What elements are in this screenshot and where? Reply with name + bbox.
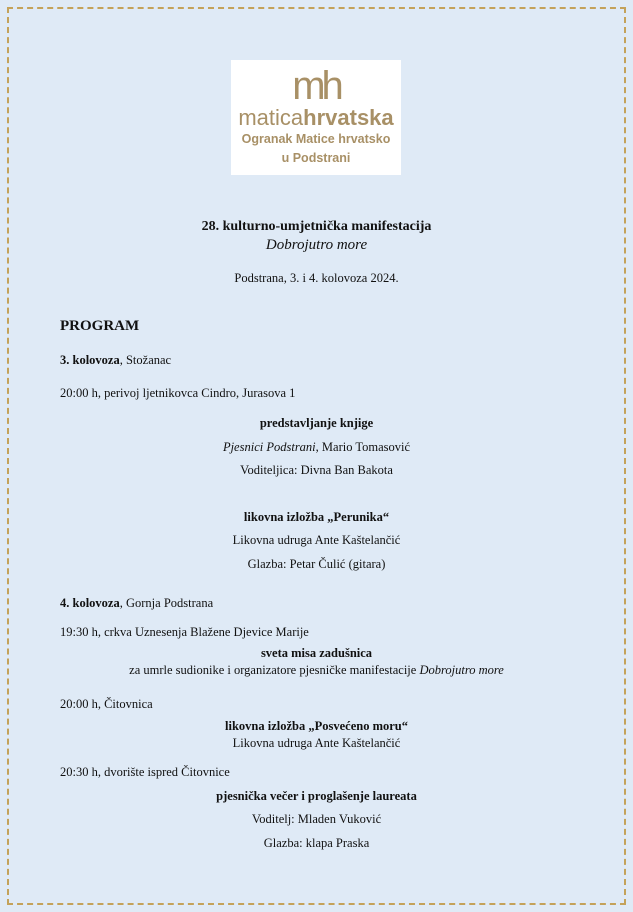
day2-event1-time: 19:30 h, crkva Uznesenja Blažene Djevice Marije bbox=[60, 625, 309, 639]
book-title: Pjesnici Podstrani bbox=[222, 440, 316, 454]
day1-event1-book bbox=[0, 440, 633, 455]
desc-italic: Dobrojutro more bbox=[419, 663, 504, 677]
edition-heading: 28. kulturno-umjetnička manifestacija bbox=[201, 219, 432, 234]
day2-date: 4. kolovoza bbox=[60, 596, 120, 610]
day2-event2-time: 20:00 h, Čitovnica bbox=[60, 697, 153, 711]
book-author: , Mario Tomasović bbox=[315, 440, 411, 454]
logo-name-bold: hrvatska bbox=[303, 105, 394, 130]
day1-event1-time: 20:00 h, perivoj ljetnikovca Cindro, Jurasova 1 bbox=[60, 386, 296, 400]
matica-hrvatska-logo bbox=[231, 60, 401, 175]
day2-event3-music: Glazba: klapa Praska bbox=[263, 836, 370, 850]
program-heading: PROGRAM bbox=[60, 318, 140, 334]
day1-place: , Stožanac bbox=[119, 353, 172, 367]
day1-heading bbox=[60, 353, 171, 368]
day2-place: , Gornja Podstrana bbox=[119, 596, 214, 610]
day2-event1-desc bbox=[0, 663, 633, 678]
logo-line2: u Podstrani bbox=[281, 151, 351, 165]
day2-event2-org: Likovna udruga Ante Kaštelančić bbox=[232, 736, 401, 750]
day2-event2-title: likovna izložba „Posvećeno moru“ bbox=[225, 719, 408, 733]
day1-event2-music: Glazba: Petar Čulić (gitara) bbox=[247, 557, 386, 571]
day1-event2-org: Likovna udruga Ante Kaštelančić bbox=[232, 533, 401, 547]
day1-event2-title: likovna izložba „Perunika“ bbox=[243, 510, 390, 524]
day2-event3-host: Voditelj: Mladen Vuković bbox=[251, 812, 382, 826]
day2-event1-title: sveta misa zadušnica bbox=[260, 646, 373, 660]
day2-heading bbox=[60, 596, 213, 611]
day1-date: 3. kolovoza bbox=[60, 353, 120, 367]
logo-name bbox=[231, 106, 401, 130]
event-title: Dobrojutro more bbox=[265, 237, 368, 253]
place-date: Podstrana, 3. i 4. kolovoza 2024. bbox=[234, 271, 399, 285]
day2-event3-title: pjesnička večer i proglašenje laureata bbox=[216, 789, 417, 803]
day1-event1-host: Voditeljica: Divna Ban Bakota bbox=[240, 463, 393, 477]
logo-mark: mh bbox=[292, 64, 340, 108]
day1-event1-title: predstavljanje knjige bbox=[259, 416, 374, 430]
logo-line1: Ogranak Matice hrvatsko bbox=[241, 132, 391, 146]
desc-text: za umrle sudionike i organizatore pjesničke manifestacije bbox=[129, 663, 420, 677]
day2-event3-time: 20:30 h, dvorište ispred Čitovnice bbox=[60, 765, 230, 779]
logo-name-light: matica bbox=[238, 105, 304, 130]
